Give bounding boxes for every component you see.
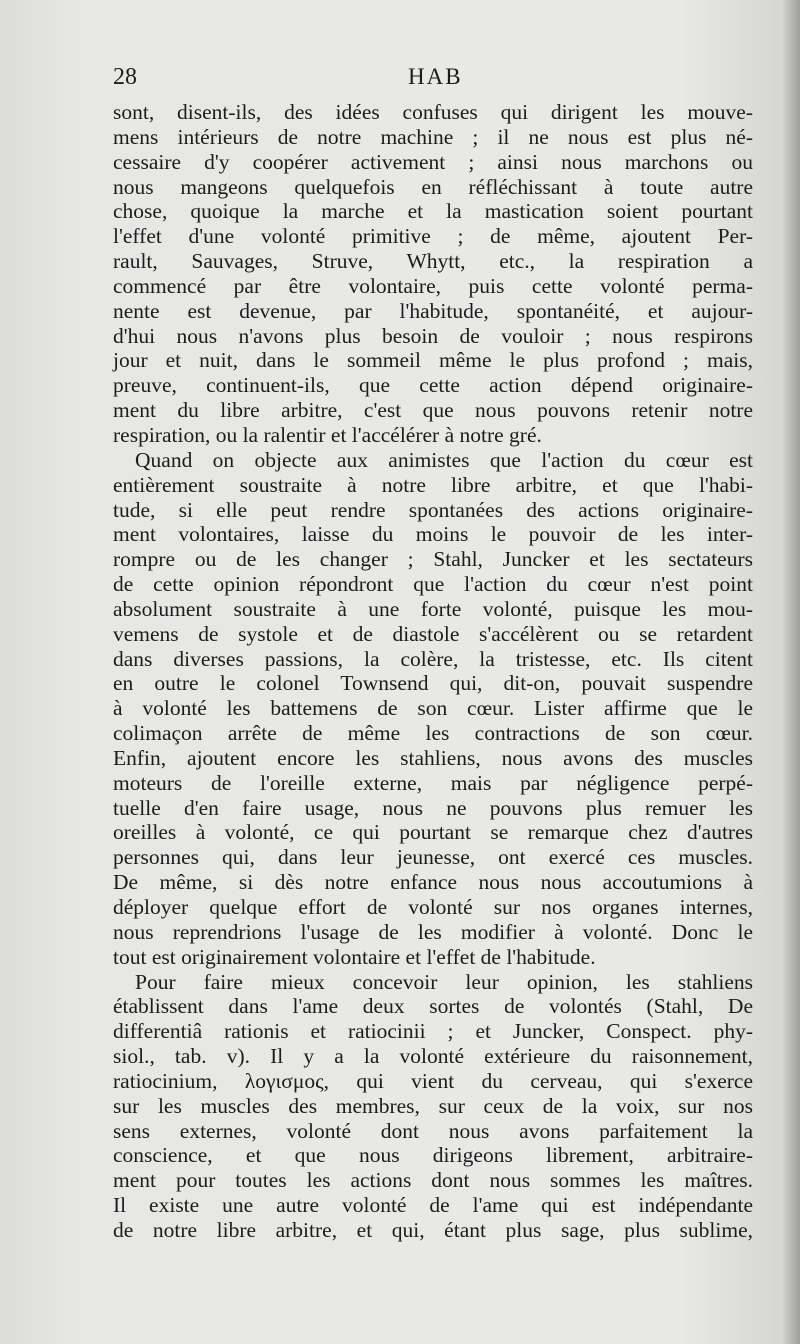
text-line: de cette opinion répondront que l'action du cœur n'est point bbox=[113, 572, 753, 597]
page-edge-shadow bbox=[782, 0, 800, 1344]
text-line: vemens de systole et de diastole s'accélèrent ou se retardent bbox=[113, 621, 753, 646]
text-line: tude, si elle peut rendre spontanées des actions originaire- bbox=[113, 497, 753, 522]
text-line: sont, disent-ils, des idées confuses qui dirigent les mouve- bbox=[113, 100, 753, 124]
text-line: sur les muscles des membres, sur ceux de la voix, sur nos bbox=[113, 1093, 753, 1118]
text-line: rault, Sauvages, Struve, Whytt, etc., la respiration a bbox=[113, 249, 753, 274]
text-line: ment du libre arbitre, c'est que nous pouvons retenir notre bbox=[113, 398, 753, 423]
text-line: absolument soustraite à une forte volonté, puisque les mou- bbox=[113, 596, 753, 621]
text-line: siol., tab. v). Il y a la volonté extérieure du raisonnement, bbox=[113, 1044, 753, 1069]
text-line: oreilles à volonté, ce qui pourtant se remarque chez d'autres bbox=[113, 820, 753, 845]
text-line: commencé par être volontaire, puis cette volonté perma- bbox=[113, 273, 753, 298]
text-line: nous mangeons quelquefois en réfléchissant à toute autre bbox=[113, 174, 753, 199]
text-line: Enfin, ajoutent encore les stahliens, nous avons des muscles bbox=[113, 745, 753, 770]
running-head: HAB bbox=[408, 64, 463, 89]
body-text bbox=[113, 100, 753, 1243]
text-line: à volonté les battemens de son cœur. Lister affirme que le bbox=[113, 696, 753, 721]
text-line: differentiâ rationis et ratiocinii ; et Juncker, Conspect. phy- bbox=[113, 1019, 753, 1044]
text-line: sens externes, volonté dont nous avons parfaitement la bbox=[113, 1118, 753, 1143]
text-line: conscience, et que nous dirigeons librement, arbitraire- bbox=[113, 1143, 753, 1168]
text-line: personnes qui, dans leur jeunesse, ont exercé ces muscles. bbox=[113, 845, 753, 870]
text-line: en outre le colonel Townsend qui, dit-on, pouvait suspendre bbox=[113, 671, 753, 696]
text-line: ment volontaires, laisse du moins le pouvoir de les inter- bbox=[113, 522, 753, 547]
text-line: preuve, continuent-ils, que cette action dépend originaire- bbox=[113, 373, 753, 398]
text-line: nous reprendrions l'usage de les modifier à volonté. Donc le bbox=[113, 919, 753, 944]
text-line: moteurs de l'oreille externe, mais par négligence perpé- bbox=[113, 770, 753, 795]
text-line: Il existe une autre volonté de l'ame qui est indépendante bbox=[113, 1193, 753, 1218]
text-line: respiration, ou la ralentir et l'accélérer à notre gré. bbox=[113, 422, 542, 447]
text-line: ratiocinium, λογισμος, qui vient du cerveau, qui s'exerce bbox=[113, 1068, 753, 1093]
text-line: colimaçon arrête de même les contractions de son cœur. bbox=[113, 721, 753, 746]
text-line: Pour faire mieux concevoir leur opinion, les stahliens bbox=[135, 969, 753, 994]
text-line: entièrement soustraite à notre libre arbitre, et que l'habi- bbox=[113, 472, 753, 497]
text-line: De même, si dès notre enfance nous nous accoutumions à bbox=[113, 870, 753, 895]
text-line: tuelle d'en faire usage, nous ne pouvons plus remuer les bbox=[113, 795, 753, 820]
text-line: jour et nuit, dans le sommeil même le plus profond ; mais, bbox=[113, 348, 753, 373]
text-line: dans diverses passions, la colère, la tristesse, etc. Ils citent bbox=[113, 646, 753, 671]
text-line: Quand on objecte aux animistes que l'action du cœur est bbox=[135, 447, 753, 472]
text-line: chose, quoique la marche et la mastication soient pourtant bbox=[113, 199, 753, 224]
text-line: nente est devenue, par l'habitude, spontanéité, et aujour- bbox=[113, 298, 753, 323]
text-line: tout est originairement volontaire et l'effet de l'habitude. bbox=[113, 944, 596, 969]
text-line: l'effet d'une volonté primitive ; de même, ajoutent Per- bbox=[113, 224, 753, 249]
page-number: 28 bbox=[113, 64, 137, 90]
text-line: ment pour toutes les actions dont nous sommes les maîtres. bbox=[113, 1168, 753, 1193]
text-line: établissent dans l'ame deux sortes de volontés (Stahl, De bbox=[113, 994, 753, 1019]
text-line: d'hui nous n'avons plus besoin de vouloir ; nous respirons bbox=[113, 323, 753, 348]
page-header bbox=[113, 64, 753, 98]
text-line: de notre libre arbitre, et qui, étant plus sage, plus sublime, bbox=[113, 1217, 753, 1242]
text-line: déployer quelque effort de volonté sur nos organes internes, bbox=[113, 895, 753, 919]
text-line: cessaire d'y coopérer activement ; ainsi nous marchons ou bbox=[113, 149, 753, 174]
text-line: mens intérieurs de notre machine ; il ne nous est plus né- bbox=[113, 124, 753, 149]
text-line: rompre ou de les changer ; Stahl, Juncker et les sectateurs bbox=[113, 547, 753, 572]
